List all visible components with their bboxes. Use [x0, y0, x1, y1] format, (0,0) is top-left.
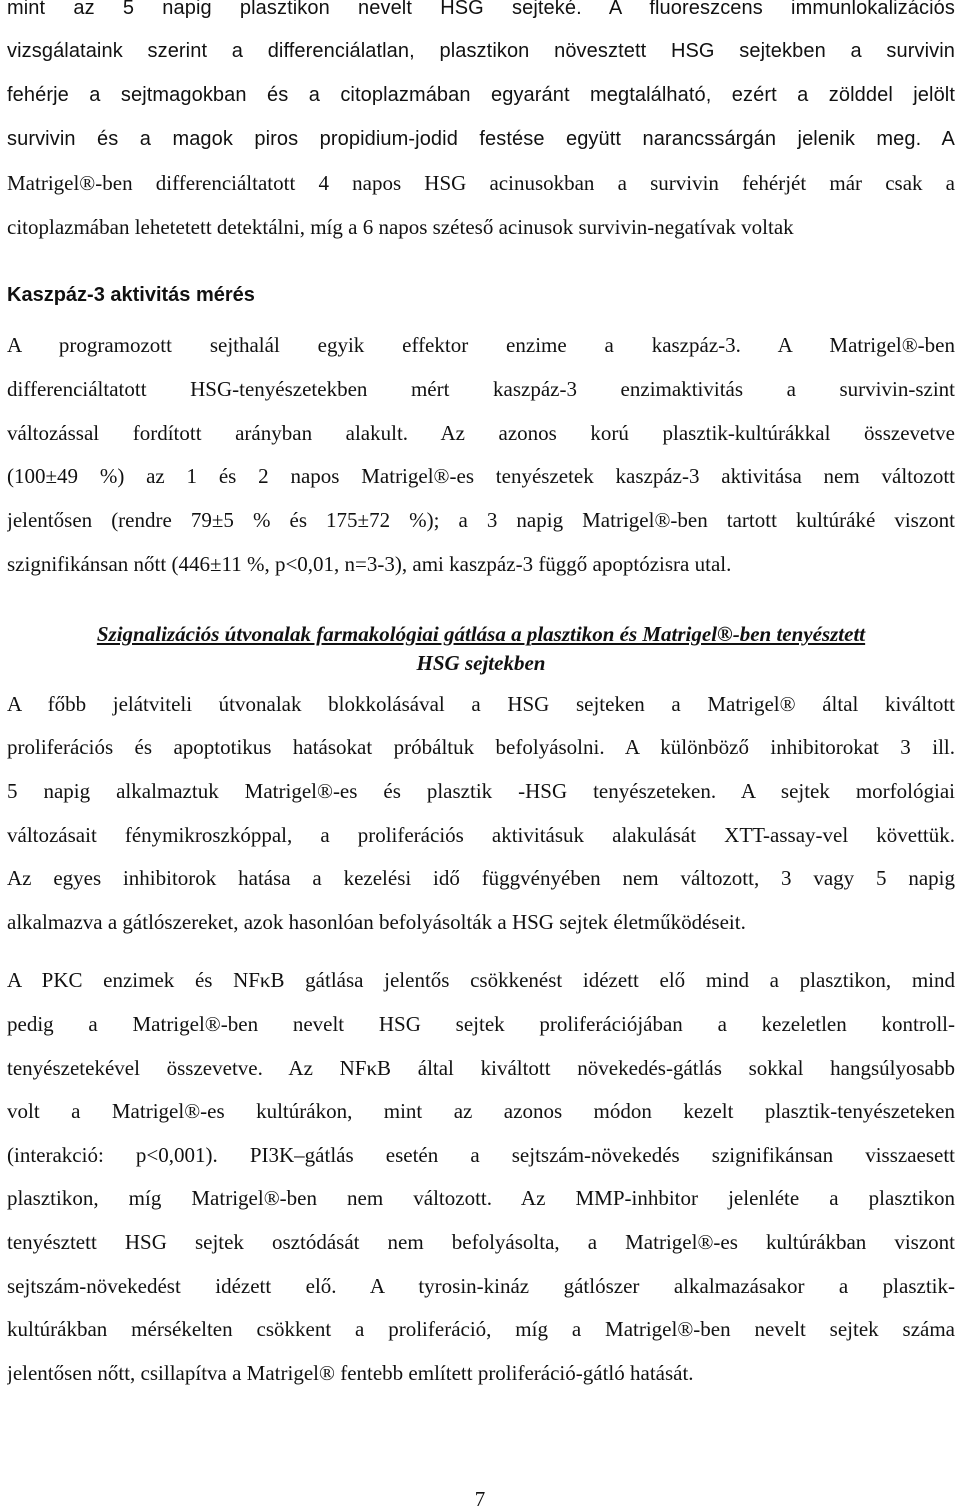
paragraph-line: fehérje a sejtmagokban és a citoplazmában egyaránt megtalálható, ezért a zölddel jelölt	[7, 84, 955, 106]
paragraph-line: 5 napig alkalmaztuk Matrigel®-es és plasztik -HSG tenyészeteken. A sejtek morfológiai	[7, 779, 955, 803]
paragraph-line: A PKC enzimek és NFκB gátlása jelentős csökkenést idézett elő mind a plasztikon, mind	[7, 968, 955, 992]
paragraph-line: jelentősen (rendre 79±5 % és 175±72 %); a 3 napig Matrigel®-ben tartott kultúráké viszont	[7, 508, 955, 532]
paragraph-line: pedig a Matrigel®-ben nevelt HSG sejtek proliferációjában a kezeletlen kontroll-	[7, 1012, 955, 1036]
paragraph-line: (100±49 %) az 1 és 2 napos Matrigel®-es tenyészetek kaszpáz-3 aktivitása nem változott	[7, 464, 955, 488]
paragraph-line: jelentősen nőtt, csillapítva a Matrigel® fentebb említett proliferáció-gátló hatását.	[7, 1361, 694, 1385]
paragraph-line: tenyésztett HSG sejtek osztódását nem befolyásolta, a Matrigel®-es kultúrákban viszont	[7, 1230, 955, 1254]
paragraph-line: plasztikon, míg Matrigel®-ben nem változott. Az MMP-inhbitor jelenléte a plasztikon	[7, 1186, 955, 1210]
paragraph-line: vizsgálataink szerint a differenciálatlan, plasztikon növesztett HSG sejtekben a survivin	[7, 40, 955, 62]
section-title-continued: HSG sejtekben	[416, 651, 546, 675]
paragraph-line: sejtszám-növekedést idézett elő. A tyrosin-kináz gátlószer alkalmazásakor a plasztik-	[7, 1274, 955, 1298]
paragraph-line: proliferációs és apoptotikus hatásokat próbáltuk befolyásolni. A különböző inhibitorokat 3 ill.	[7, 735, 955, 759]
paragraph-line: survivin és a magok piros propidium-jodid festése együtt narancssárgán jelenik meg. A	[7, 128, 955, 150]
section-title: Szignalizációs útvonalak farmakológiai gátlása a plasztikon és Matrigel®-ben tenyésztett	[96, 622, 866, 646]
paragraph-line: Matrigel®-ben differenciáltatott 4 napos HSG acinusokban a survivin fehérjét már csak a	[7, 171, 955, 195]
paragraph-line: volt a Matrigel®-es kultúrákon, mint az azonos módon kezelt plasztik-tenyészeteken	[7, 1099, 955, 1123]
paragraph-line: Az egyes inhibitorok hatása a kezelési idő függvényében nem változott, 3 vagy 5 napig	[7, 866, 955, 890]
paragraph-line: szignifikánsan nőtt (446±11 %, p<0,01, n=3-3), ami kaszpáz-3 függő apoptózisra utal.	[7, 552, 732, 576]
paragraph-line: A programozott sejthalál egyik effektor enzime a kaszpáz-3. A Matrigel®-ben	[7, 333, 955, 357]
paragraph-line: citoplazmában lehetetett detektálni, míg a 6 napos széteső acinusok survivin-negatívak voltak	[7, 215, 794, 239]
paragraph-line: tenyészetekével összevetve. Az NFκB által kiváltott növekedés-gátlás sokkal hangsúlyosabb	[7, 1056, 955, 1080]
section-heading: Kaszpáz-3 aktivitás mérés	[7, 284, 255, 306]
paragraph-line: mint az 5 napig plasztikon nevelt HSG sejteké. A fluoreszcens immunlokalizációs	[7, 0, 955, 19]
paragraph-line: alkalmazva a gátlószereket, azok hasonlóan befolyásolták a HSG sejtek életműködéseit.	[7, 910, 746, 934]
paragraph-line: differenciáltatott HSG-tenyészetekben mért kaszpáz-3 enzimaktivitás a survivin-szint	[7, 377, 955, 401]
paragraph-line: A főbb jelátviteli útvonalak blokkolásával a HSG sejteken a Matrigel® által kiváltott	[7, 692, 955, 716]
paragraph-line: kultúrákban mérsékelten csökkent a proliferáció, míg a Matrigel®-ben nevelt sejtek száma	[7, 1317, 955, 1341]
paragraph-line: változással fordított arányban alakult. Az azonos korú plasztik-kultúrákkal összevetve	[7, 421, 955, 445]
paragraph-line: változásait fénymikroszkóppal, a proliferációs aktivitásuk alakulását XTT-assay-vel követtük.	[7, 823, 955, 847]
paragraph-line: (interakció: p<0,001). PI3K–gátlás esetén a sejtszám-növekedés szignifikánsan visszaesett	[7, 1143, 955, 1167]
page-number: 7	[474, 1487, 486, 1511]
